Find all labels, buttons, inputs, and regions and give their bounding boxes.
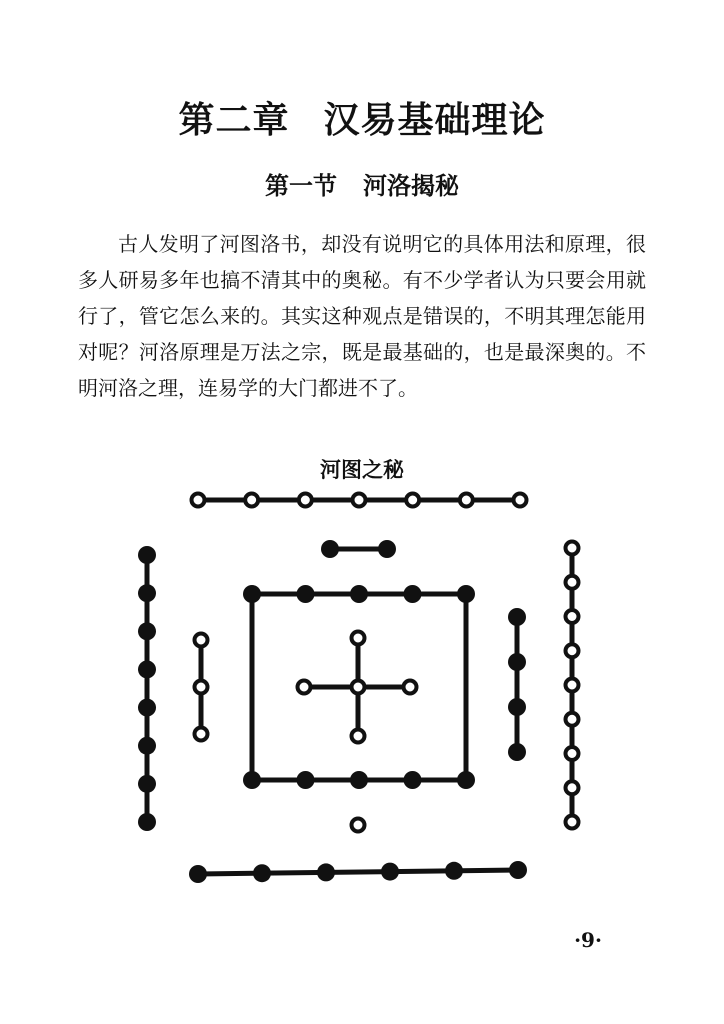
white-dot-bottom-inner-white bbox=[352, 819, 365, 832]
white-dot-center-cross-white bbox=[404, 681, 417, 694]
figure-title: 河图之秘 bbox=[320, 458, 404, 482]
black-dot-left-outer-black bbox=[138, 584, 156, 602]
black-dot-top-inner-black bbox=[378, 540, 396, 558]
black-dot-left-outer-black bbox=[138, 546, 156, 564]
black-dot-left-outer-black bbox=[138, 813, 156, 831]
black-dot-inner-square-bottom-black bbox=[350, 771, 368, 789]
black-dot-inner-square-top-black bbox=[350, 585, 368, 603]
white-dot-right-outer-white bbox=[566, 713, 579, 726]
white-dot-right-outer-white bbox=[566, 816, 579, 829]
body-paragraph: 古人发明了河图洛书，却没有说明它的具体用法和原理，很多人研易多年也搞不清其中的奥秘。有不少学者认为只要会用就行了，管它怎么来的。其实这种观点是错误的，不明其理怎能用对呢？河洛原理是万法之宗，既是最基础的，也是最深奥的。不明河洛之理，连易学的大门都进不了。 bbox=[78, 232, 646, 400]
black-dot-bottom-outer-black bbox=[317, 863, 335, 881]
black-dot-inner-square-top-black bbox=[243, 585, 261, 603]
section-number: 第一节 bbox=[265, 172, 337, 200]
section-title: 河洛揭秘 bbox=[363, 172, 459, 200]
black-dot-inner-square-bottom-black bbox=[297, 771, 315, 789]
black-dot-bottom-outer-black bbox=[445, 862, 463, 880]
black-dot-left-outer-black bbox=[138, 622, 156, 640]
black-dot-inner-square-bottom-black bbox=[457, 771, 475, 789]
white-dot-right-outer-white bbox=[566, 679, 579, 692]
chapter-number: 第二章 bbox=[178, 99, 290, 141]
black-dot-inner-square-bottom-black bbox=[243, 771, 261, 789]
black-dot-inner-square-top-black bbox=[404, 585, 422, 603]
white-dot-right-outer-white bbox=[566, 610, 579, 623]
black-dot-inner-square-top-black bbox=[297, 585, 315, 603]
white-dot-top-outer-white bbox=[353, 494, 366, 507]
page-number: ·9· bbox=[574, 928, 602, 952]
white-dot-center-cross-white bbox=[352, 632, 365, 645]
black-dot-right-inner-black bbox=[508, 608, 526, 626]
white-dot-top-outer-white bbox=[192, 494, 205, 507]
black-dot-bottom-outer-black bbox=[381, 863, 399, 881]
line-bottom-outer bbox=[198, 870, 518, 874]
black-dot-left-outer-black bbox=[138, 775, 156, 793]
black-dot-bottom-outer-black bbox=[509, 861, 527, 879]
black-dot-right-inner-black bbox=[508, 743, 526, 761]
black-dot-bottom-outer-black bbox=[189, 865, 207, 883]
white-dot-center-cross-white bbox=[298, 681, 311, 694]
white-dot-right-outer-white bbox=[566, 781, 579, 794]
white-dot-right-outer-white bbox=[566, 747, 579, 760]
black-dot-left-outer-black bbox=[138, 737, 156, 755]
white-dot-top-outer-white bbox=[514, 494, 527, 507]
white-dot-left-inner-white bbox=[195, 681, 208, 694]
black-dot-bottom-outer-black bbox=[253, 864, 271, 882]
black-dot-right-inner-black bbox=[508, 698, 526, 716]
white-dot-left-inner-white bbox=[195, 634, 208, 647]
black-dot-top-inner-black bbox=[321, 540, 339, 558]
black-dot-inner-square-top-black bbox=[457, 585, 475, 603]
white-dot-center-cross-white bbox=[352, 681, 365, 694]
black-dot-right-inner-black bbox=[508, 653, 526, 671]
white-dot-top-outer-white bbox=[460, 494, 473, 507]
white-dot-right-outer-white bbox=[566, 542, 579, 555]
white-dot-top-outer-white bbox=[299, 494, 312, 507]
white-dot-top-outer-white bbox=[245, 494, 258, 507]
white-dot-top-outer-white bbox=[406, 494, 419, 507]
black-dot-left-outer-black bbox=[138, 699, 156, 717]
white-dot-right-outer-white bbox=[566, 576, 579, 589]
white-dot-left-inner-white bbox=[195, 728, 208, 741]
white-dot-right-outer-white bbox=[566, 644, 579, 657]
white-dot-center-cross-white bbox=[352, 730, 365, 743]
black-dot-inner-square-bottom-black bbox=[404, 771, 422, 789]
chapter-title: 汉易基础理论 bbox=[323, 99, 546, 141]
black-dot-left-outer-black bbox=[138, 660, 156, 678]
